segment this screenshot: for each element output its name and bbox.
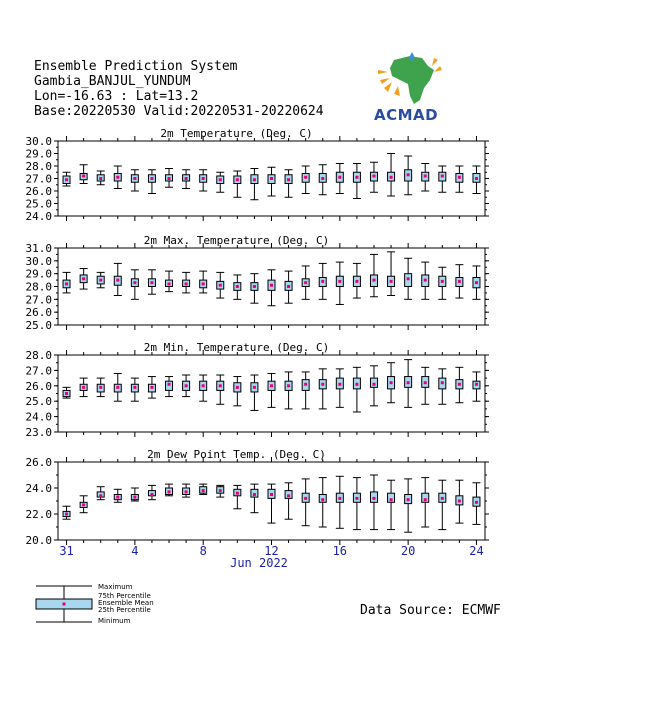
mean-marker	[116, 386, 119, 389]
mean-marker	[270, 284, 273, 287]
mean-marker	[116, 279, 119, 282]
mean-marker	[150, 493, 153, 496]
x-tick-label: 8	[199, 544, 207, 558]
mean-marker	[338, 383, 341, 386]
x-tick-label: 24	[469, 544, 484, 558]
mean-marker	[65, 282, 68, 285]
mean-marker	[168, 490, 171, 493]
y-tick-label: 26.0	[25, 456, 52, 469]
iqr-box	[370, 378, 377, 387]
mean-marker	[185, 177, 188, 180]
y-tick-label: 30.0	[25, 254, 52, 268]
mean-marker	[304, 176, 307, 179]
legend-maximum-label: Maximum	[98, 583, 133, 591]
mean-marker	[458, 383, 461, 386]
mean-marker	[99, 386, 102, 389]
mean-marker	[202, 177, 205, 180]
legend-mean-marker	[63, 603, 66, 606]
y-tick-label: 25.0	[25, 197, 52, 211]
y-tick-label: 22.0	[25, 508, 52, 521]
mean-marker	[304, 281, 307, 284]
mean-marker	[133, 177, 136, 180]
title-line2: Gambia_BANJUL_YUNDUM	[34, 74, 191, 89]
mean-marker	[321, 383, 324, 386]
mean-marker	[82, 503, 85, 506]
y-tick-label: 23.0	[25, 426, 52, 439]
mean-marker	[407, 173, 410, 176]
y-tick-label: 29.0	[25, 267, 52, 281]
mean-marker	[424, 498, 427, 501]
mean-marker	[287, 285, 290, 288]
mean-marker	[441, 497, 444, 500]
mean-marker	[407, 277, 410, 280]
mean-marker	[219, 489, 222, 492]
legend-minimum-label: Minimum	[98, 617, 131, 625]
mean-marker	[150, 177, 153, 180]
mean-marker	[338, 497, 341, 500]
mean-marker	[355, 176, 358, 179]
legend-mean-label: Ensemble Mean	[98, 599, 154, 607]
mean-marker	[202, 489, 205, 492]
mean-marker	[270, 384, 273, 387]
mean-marker	[390, 381, 393, 384]
mean-marker	[236, 492, 239, 495]
y-tick-label: 24.0	[25, 210, 52, 223]
mean-marker	[304, 497, 307, 500]
mean-marker	[82, 277, 85, 280]
iqr-box	[166, 381, 173, 390]
mean-marker	[133, 386, 136, 389]
data-source-label: Data Source: ECMWF	[360, 603, 501, 618]
mean-marker	[321, 177, 324, 180]
y-tick-label: 24.0	[25, 410, 52, 424]
mean-marker	[441, 280, 444, 283]
y-tick-label: 27.0	[25, 172, 52, 186]
mean-marker	[168, 177, 171, 180]
mean-marker	[287, 494, 290, 497]
mean-marker	[185, 282, 188, 285]
mean-marker	[475, 383, 478, 386]
title-line1: Ensemble Prediction System	[34, 59, 238, 74]
panel-title: 2m Min. Temperature (Deg. C)	[143, 341, 330, 354]
mean-marker	[424, 175, 427, 178]
mean-marker	[338, 280, 341, 283]
mean-marker	[253, 386, 256, 389]
mean-marker	[219, 284, 222, 287]
y-tick-label: 26.0	[25, 306, 52, 320]
mean-marker	[355, 383, 358, 386]
coordinates-line: Lon=-16.63 : Lat=13.2	[34, 89, 199, 104]
mean-marker	[185, 490, 188, 493]
mean-marker	[236, 178, 239, 181]
mean-marker	[304, 383, 307, 386]
mean-marker	[321, 498, 324, 501]
mean-marker	[321, 280, 324, 283]
y-tick-label: 24.0	[25, 482, 52, 495]
mean-marker	[390, 280, 393, 283]
mean-marker	[168, 383, 171, 386]
mean-marker	[236, 386, 239, 389]
mean-marker	[65, 178, 68, 181]
logo-text: ACMAD	[374, 106, 439, 124]
mean-marker	[116, 496, 119, 499]
y-tick-label: 30.0	[25, 135, 52, 148]
mean-marker	[202, 384, 205, 387]
y-tick-label: 25.0	[25, 395, 52, 409]
mean-marker	[150, 386, 153, 389]
mean-marker	[372, 279, 375, 282]
mean-marker	[253, 285, 256, 288]
mean-marker	[236, 285, 239, 288]
mean-marker	[168, 282, 171, 285]
x-tick-label: 31	[59, 544, 74, 558]
mean-marker	[219, 178, 222, 181]
y-tick-label: 28.0	[25, 349, 52, 362]
legend-p75-label: 75th Percentile	[98, 592, 151, 600]
panel-title: 2m Temperature (Deg. C)	[160, 127, 313, 140]
x-tick-label: 4	[131, 544, 139, 558]
mean-marker	[407, 498, 410, 501]
mean-marker	[99, 279, 102, 282]
mean-marker	[270, 177, 273, 180]
mean-marker	[475, 281, 478, 284]
mean-marker	[355, 497, 358, 500]
mean-marker	[270, 493, 273, 496]
mean-marker	[65, 513, 68, 516]
mean-marker	[424, 279, 427, 282]
mean-marker	[424, 381, 427, 384]
y-tick-label: 20.0	[25, 534, 52, 547]
mean-marker	[253, 178, 256, 181]
mean-marker	[99, 177, 102, 180]
mean-marker	[441, 175, 444, 178]
mean-marker	[441, 381, 444, 384]
mean-marker	[202, 282, 205, 285]
mean-marker	[253, 493, 256, 496]
y-tick-label: 27.0	[25, 293, 52, 307]
x-tick-label: 16	[332, 544, 348, 558]
mean-marker	[219, 384, 222, 387]
mean-marker	[407, 381, 410, 384]
mean-marker	[65, 392, 68, 395]
x-tick-label: 20	[400, 544, 416, 558]
mean-marker	[458, 280, 461, 283]
mean-marker	[287, 384, 290, 387]
mean-marker	[355, 280, 358, 283]
x-tick-label: 12	[264, 544, 279, 558]
mean-marker	[82, 386, 85, 389]
y-tick-label: 25.0	[25, 319, 52, 332]
mean-marker	[372, 383, 375, 386]
mean-marker	[82, 175, 85, 178]
y-tick-label: 29.0	[25, 147, 52, 161]
mean-marker	[133, 281, 136, 284]
mean-marker	[390, 176, 393, 179]
mean-marker	[99, 494, 102, 497]
y-tick-label: 26.0	[25, 185, 52, 198]
mean-marker	[287, 178, 290, 181]
month-label: Jun 2022	[230, 556, 288, 570]
mean-marker	[185, 384, 188, 387]
valid-dates-line: Base:20220530 Valid:20220531-20220624	[34, 104, 324, 119]
panel-title: 2m Dew Point Temp. (Deg. C)	[147, 448, 326, 461]
y-tick-label: 26.0	[25, 379, 52, 393]
y-tick-label: 28.0	[25, 280, 52, 294]
mean-marker	[475, 501, 478, 504]
legend-p25-label: 25th Percentile	[98, 606, 151, 614]
mean-marker	[116, 176, 119, 179]
mean-marker	[475, 177, 478, 180]
mean-marker	[372, 497, 375, 500]
panel-title: 2m Max. Temperature (Deg. C)	[143, 234, 330, 247]
mean-marker	[338, 176, 341, 179]
mean-marker	[458, 500, 461, 503]
mean-marker	[372, 175, 375, 178]
y-tick-label: 31.0	[25, 242, 52, 255]
y-tick-label: 28.0	[25, 160, 52, 173]
mean-marker	[133, 496, 136, 499]
mean-marker	[458, 176, 461, 179]
mean-marker	[150, 281, 153, 284]
y-tick-label: 27.0	[25, 364, 52, 378]
mean-marker	[390, 498, 393, 501]
